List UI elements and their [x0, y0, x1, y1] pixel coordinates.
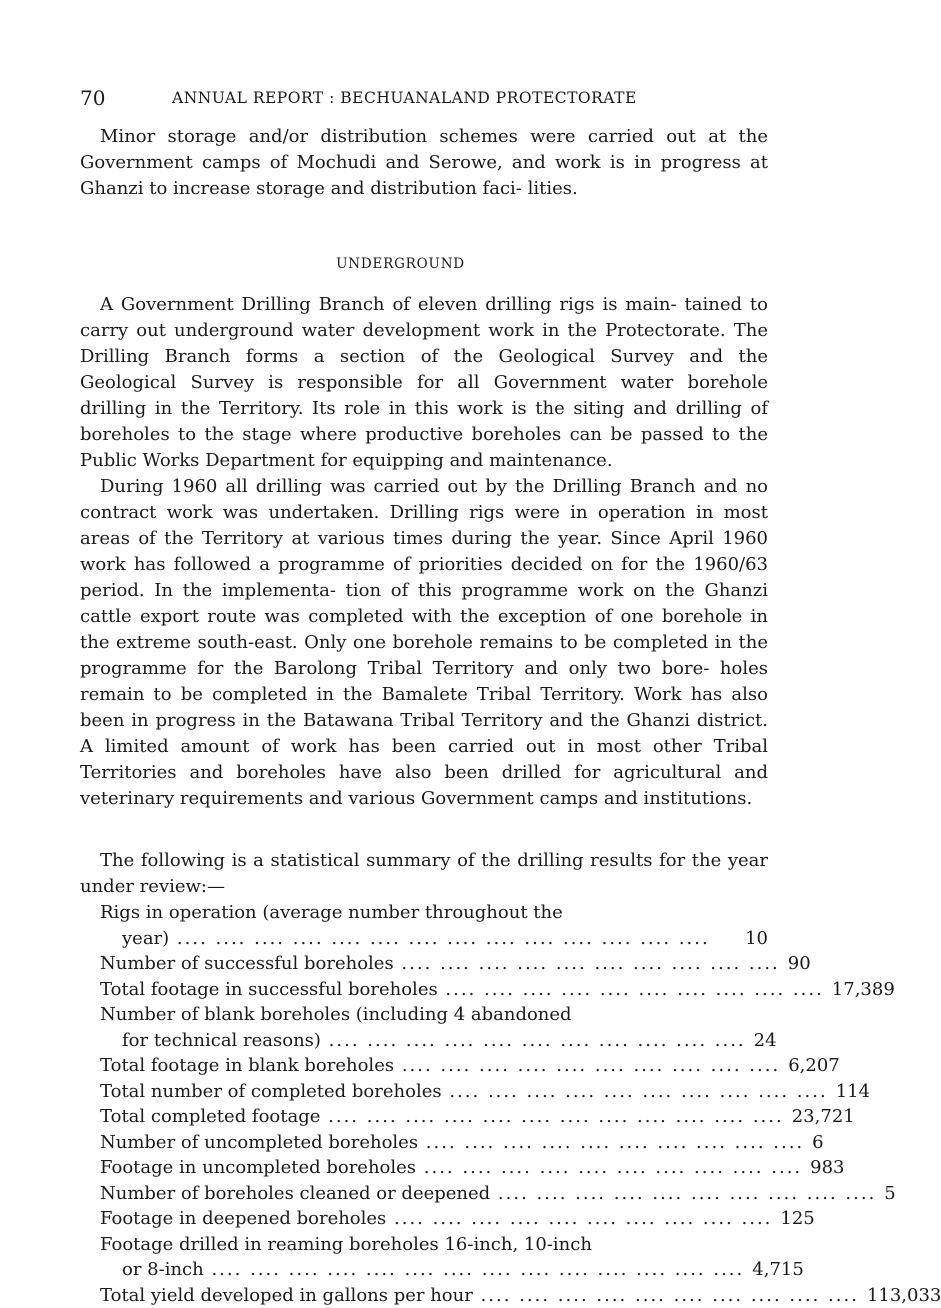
dot-leader: .... .... .... .... .... .... .... .... .... .... ....: [321, 1030, 746, 1051]
statistics-table: [100, 900, 768, 1308]
stat-value: 24: [746, 1028, 777, 1054]
stat-label-line: Number of blank boreholes (including 4 abandoned: [100, 1002, 768, 1028]
stat-label: Number of boreholes cleaned or deepened: [100, 1183, 490, 1204]
stat-value: 4,715: [744, 1257, 804, 1283]
stat-value: 10: [737, 926, 768, 952]
stat-row: [100, 977, 768, 1003]
stat-label: or 8-inch: [122, 1259, 204, 1280]
stat-row: [100, 1104, 768, 1130]
stat-value: 114: [828, 1079, 870, 1105]
stat-label: Footage in uncompleted boreholes: [100, 1157, 416, 1178]
stat-label: Total footage in successful boreholes: [100, 979, 438, 1000]
stat-label-line: Footage drilled in reaming boreholes 16-inch, 10-inch: [100, 1232, 768, 1258]
dot-leader: .... .... .... .... .... .... .... .... .... .... .... .... .... ....: [169, 928, 710, 949]
dot-leader: .... .... .... .... .... .... .... .... .... ....: [490, 1183, 876, 1204]
stat-row: [100, 1053, 768, 1079]
dot-leader: .... .... .... .... .... .... .... .... .... .... .... ....: [320, 1106, 783, 1127]
stat-label: Number of uncompleted boreholes: [100, 1132, 418, 1153]
stat-row: [100, 926, 768, 952]
stat-label: Footage in deepened boreholes: [100, 1208, 386, 1229]
section-heading: UNDERGROUND: [0, 256, 801, 272]
stat-label: Total completed footage: [100, 1106, 320, 1127]
stat-label: Number of successful boreholes: [100, 953, 394, 974]
stat-value: 23,721: [784, 1104, 855, 1130]
stat-label: Total footage in blank boreholes: [100, 1055, 394, 1076]
stat-value: 6,207: [780, 1053, 840, 1079]
stat-value: 17,389: [824, 977, 895, 1003]
stat-row: [100, 1028, 768, 1054]
paragraph-1960-drilling: During 1960 all drilling was carried out by the Drilling Branch and no contract work was undertaken. Drilling rigs were in operation in most areas of the Territory at various times during the year. Since April 1960 work has followed a programme of priorities decided on for the 1960/63 period. In the implementa- tion of this programme work on the Ghanzi cattle export route was completed with the exception of one borehole in the extreme south-east. Only one borehole remains to be completed in the programme for the Barolong Tribal Territory and only two bore- holes remain to be completed in the Bamalete Tribal Territory. Work has also been in progress in the Batawana Tribal Territory and the Ghanzi district. A limited amount of work has been carried out in most other Tribal Territories and boreholes have also been drilled for agricultural and veterinary requirements and various Government camps and institutions.: [80, 474, 768, 812]
dot-leader: .... .... .... .... .... .... .... .... .... ....: [386, 1208, 772, 1229]
dot-leader: .... .... .... .... .... .... .... .... .... ....: [394, 953, 780, 974]
intro-paragraph: Minor storage and/or distribution schemes were carried out at the Government camps of Mochudi and Serowe, and work is in progress at Ghanzi to increase storage and distribution faci- lities.: [80, 124, 768, 202]
stat-value: 125: [772, 1206, 814, 1232]
paragraph-drilling-branch: A Government Drilling Branch of eleven drilling rigs is main- tained to carry out underground water development work in the Protectorate. The Drilling Branch forms a section of the Geological Survey and the Geological Survey is responsible for all Government water borehole drilling in the Territory. Its role in this work is the siting and drilling of boreholes to the stage where productive boreholes can be passed to the Public Works Department for equipping and maintenance.: [80, 292, 768, 474]
page-header: [80, 86, 770, 114]
stat-row: [100, 1130, 768, 1156]
running-head: ANNUAL REPORT : BECHUANALAND PROTECTORATE: [172, 89, 637, 107]
stat-row: [100, 1079, 768, 1105]
stat-value: 5: [876, 1181, 895, 1207]
page-number: 70: [80, 86, 105, 110]
stat-label: for technical reasons): [122, 1030, 321, 1051]
dot-leader: .... .... .... .... .... .... .... .... .... ....: [416, 1157, 802, 1178]
dot-leader: .... .... .... .... .... .... .... .... .... ....: [418, 1132, 804, 1153]
stat-row: [100, 1257, 768, 1283]
dot-leader: .... .... .... .... .... .... .... .... .... ....: [394, 1055, 780, 1076]
paragraph-summary-intro: The following is a statistical summary of the drilling results for the year under review:—: [80, 848, 768, 900]
stat-row: [100, 1155, 768, 1181]
stat-value: 983: [802, 1155, 844, 1181]
stat-row: [100, 1181, 768, 1207]
stat-label-line: Rigs in operation (average number throughout the: [100, 900, 768, 926]
stat-label: year): [122, 928, 169, 949]
dot-leader: .... .... .... .... .... .... .... .... .... ....: [442, 1081, 828, 1102]
stat-label: Total yield developed in gallons per hour: [100, 1285, 473, 1306]
stat-value: 113,033: [859, 1283, 941, 1308]
stat-row: [100, 951, 768, 977]
stat-value: 90: [780, 951, 811, 977]
stat-label: Total number of completed boreholes: [100, 1081, 442, 1102]
stat-row: [100, 1206, 768, 1232]
dot-leader: .... .... .... .... .... .... .... .... .... .... .... .... .... ....: [204, 1259, 745, 1280]
stat-value: 6: [804, 1130, 823, 1156]
stat-row: [100, 1283, 768, 1308]
dot-leader: .... .... .... .... .... .... .... .... .... ....: [438, 979, 824, 1000]
dot-leader: .... .... .... .... .... .... .... .... .... ....: [473, 1285, 859, 1306]
